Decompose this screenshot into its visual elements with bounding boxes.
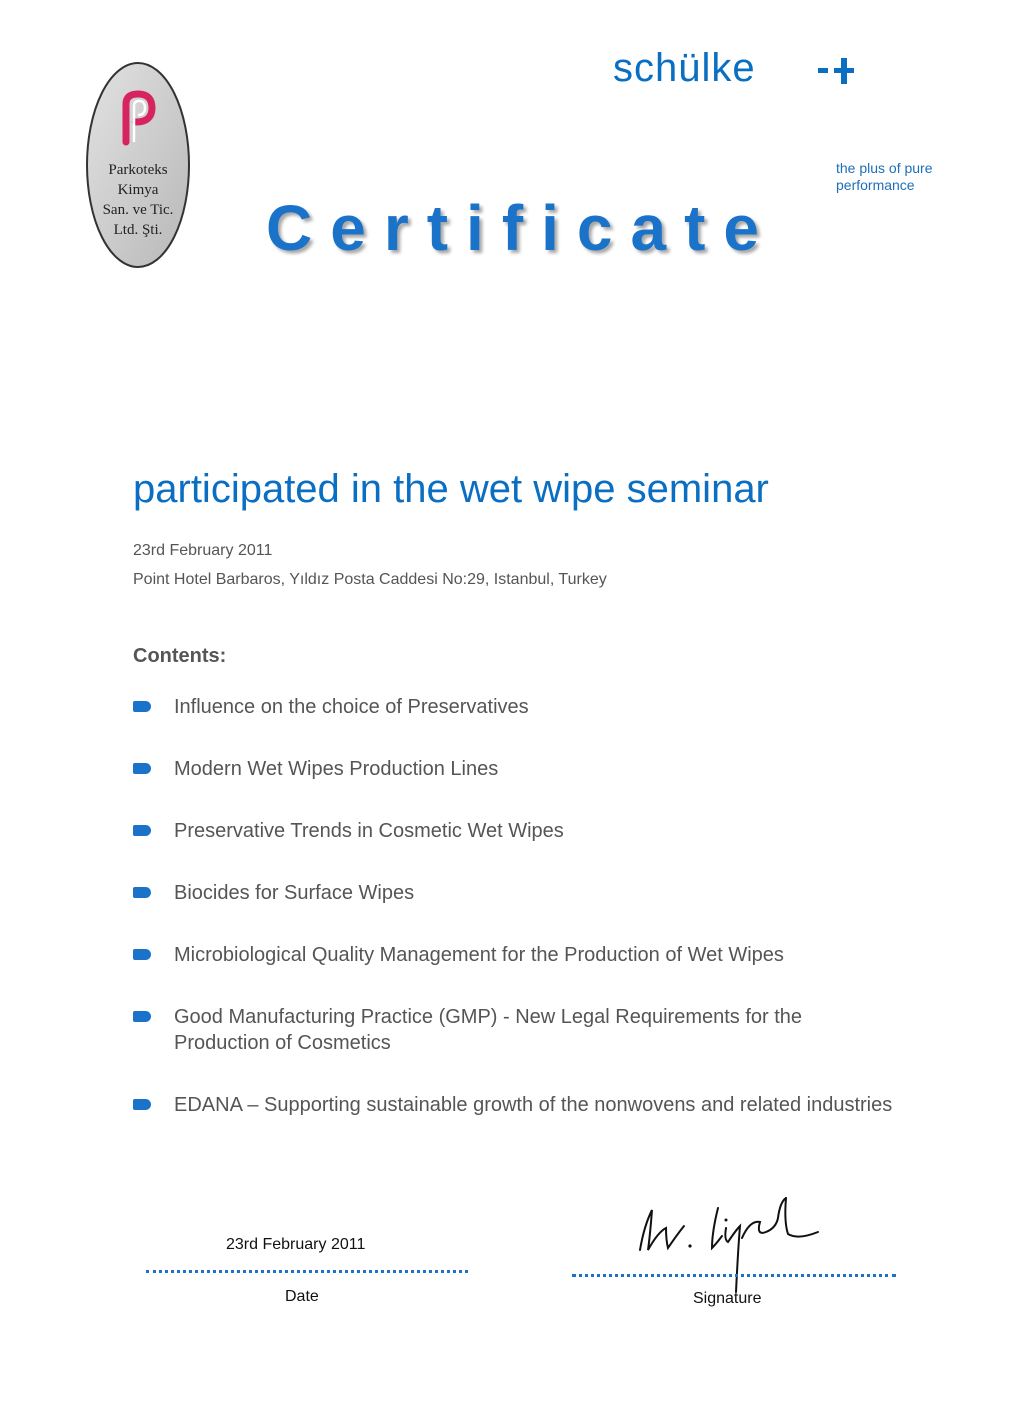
headline: participated in the wet wipe seminar: [133, 467, 769, 511]
seal-text: [84, 160, 192, 240]
bullet-icon: [133, 1011, 151, 1022]
date-dotted-line: [146, 1270, 468, 1273]
bullet-icon: [133, 887, 151, 898]
list-item-text: Biocides for Surface Wipes: [174, 882, 415, 904]
bullet-icon: [133, 763, 151, 774]
seal-line: Kimya: [117, 182, 159, 198]
handwritten-signature: [626, 1192, 826, 1302]
contents-heading: Contents:: [133, 645, 227, 667]
list-item-text: Modern Wet Wipes Production Lines: [174, 758, 499, 780]
bullet-icon: [133, 825, 151, 836]
event-date: 23rd February 2011: [133, 542, 273, 559]
bullet-icon: [133, 949, 151, 960]
seal-line: San. ve Tic.: [102, 202, 174, 218]
event-location: Point Hotel Barbaros, Yıldız Posta Caddesi No:29, Istanbul, Turkey: [133, 571, 607, 588]
list-item-text: Influence on the choice of Preservatives: [174, 696, 529, 718]
date-label: Date: [285, 1288, 319, 1305]
list-item-text: Good Manufacturing Practice (GMP) - New Legal Requirements for the Production of Cosmetics: [174, 1006, 803, 1054]
bullet-icon: [133, 1099, 151, 1110]
signature-dotted-line: [572, 1274, 896, 1277]
brand-logo-text: schülke: [613, 46, 756, 90]
signature-label: Signature: [693, 1290, 762, 1307]
seal-line: Parkoteks: [108, 162, 168, 178]
brand-tagline: [836, 160, 986, 194]
list-item-text: EDANA – Supporting sustainable growth of the nonwovens and related industries: [174, 1094, 893, 1116]
bullet-icon: [133, 701, 151, 712]
tagline-line: performance: [836, 177, 915, 193]
certificate-title: Certificate: [266, 192, 777, 264]
list-item-text: Preservative Trends in Cosmetic Wet Wipes: [174, 820, 564, 842]
tagline-line: the plus of pure: [836, 160, 933, 176]
list-item-text: Microbiological Quality Management for the Production of Wet Wipes: [174, 944, 784, 966]
footer-date-value: 23rd February 2011: [226, 1236, 366, 1253]
seal-line: Ltd. Şti.: [113, 222, 163, 238]
brand-plus-mark-icon: [816, 56, 858, 86]
